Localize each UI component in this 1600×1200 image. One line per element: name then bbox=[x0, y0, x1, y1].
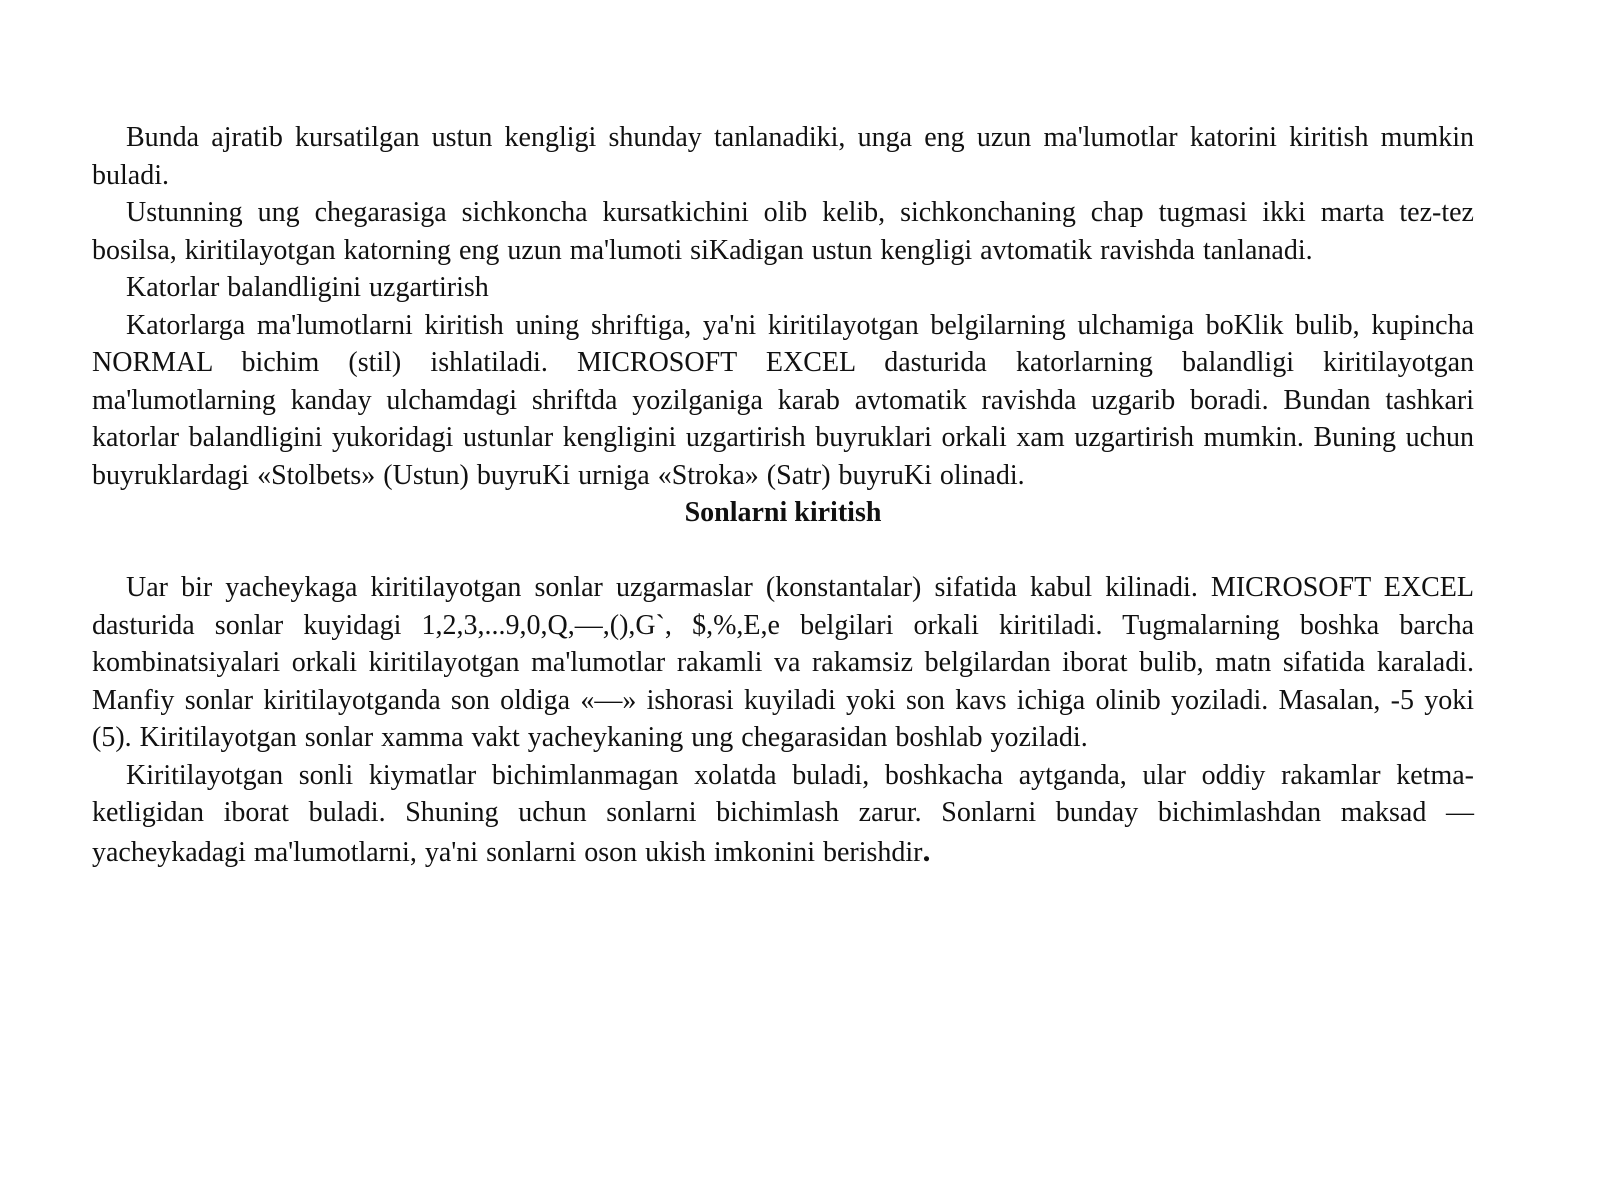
document-page bbox=[92, 119, 1474, 871]
paragraph-double-click: Ustunning ung chegarasiga sichkoncha kursatkichini olib kelib, sichkonchaning chap tugmasi ikki marta tez-tez bosilsa, kiritilayotgan katorning eng uzun ma'lumoti siKadigan ustun kengligi avtomatik ravishda tanlanadi. bbox=[92, 197, 1474, 266]
paragraph-number-format bbox=[92, 757, 1474, 872]
final-period: . bbox=[922, 831, 931, 868]
section-heading: Sonlarni kiritish bbox=[684, 497, 882, 528]
paragraph-column-width: Bunda ajratib kursatilgan ustun kengligi shunday tanlanadiki, unga eng uzun ma'lumotlar katorini kiritish mumkin buladi. bbox=[92, 122, 1474, 191]
spacer bbox=[92, 532, 1474, 570]
paragraph-number-input: Uar bir yacheykaga kiritilayotgan sonlar uzgarmaslar (konstantalar) sifatida kabul kilinadi. MICROSOFT EXCEL dasturida sonlar kuyidagi 1,2,3,...9,0,Q,—,(),G`, $,%,E,e belgilari orkali kiritiladi. Tugmalarning boshka barcha kombinatsiyalari orkali kiritilayotgan ma'lumotlar rakamli va rakamsiz belgilardan iborat bulib, matn sifatida karaladi. Manfiy sonlar kiritilayotganda son oldiga «—» ishorasi kuyiladi yoki son kavs ichiga olinib yoziladi. Masalan, -5 yoki (5). Kiritilayotgan sonlar xamma vakt yacheykaning ung chegarasidan boshlab yoziladi. bbox=[92, 572, 1474, 753]
paragraph-number-format-text: Kiritilayotgan sonli kiymatlar bichimlanmagan xolatda buladi, boshkacha aytganda, ular oddiy rakamlar ketma- ketligidan iborat buladi. Shuning uchun sonlarni bichimlash zarur. Sonlarni bunday bichimlashdan maksad — yacheykadagi ma'lumotlarni, ya'ni sonlarni oson ukish imkonini berishdir bbox=[92, 759, 1474, 868]
paragraph-row-height: Katorlarga ma'lumotlarni kiritish uning shriftiga, ya'ni kiritilayotgan belgilarning ulchamiga boKlik bulib, kupincha NORMAL bichim (stil) ishlatiladi. MICROSOFT EXCEL dasturida katorlarning balandligi kiritilayotgan ma'lumotlarning kanday ulchamdagi shriftda yozilganiga karab avtomatik ravishda uzgarib boradi. Bundan tashkari katorlar balandligini yukoridagi ustunlar kengligini uzgartirish buyruklari orkali xam uzgartirish mumkin. Buning uchun buyruklardagi «Stolbets» (Ustun) buyruKi urniga «Stroka» (Satr) buyruKi olinadi. bbox=[92, 309, 1474, 491]
paragraph-row-height-subtitle: Katorlar balandligini uzgartirish bbox=[126, 272, 489, 303]
